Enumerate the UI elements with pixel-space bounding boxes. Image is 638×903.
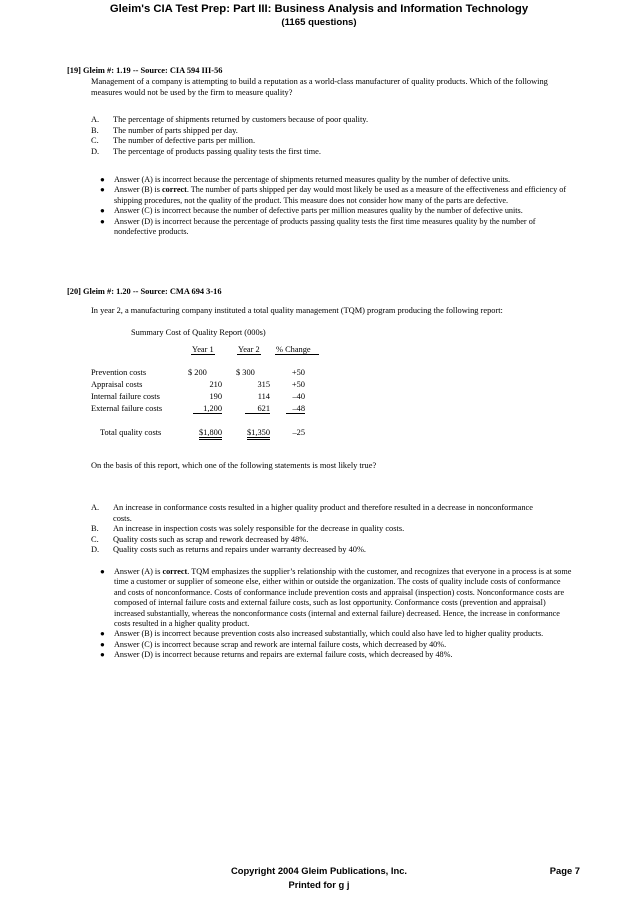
option-item — [91, 126, 571, 137]
table-cell: 1,200 — [188, 404, 222, 413]
option-letter: B. — [91, 125, 99, 135]
table-cell: +50 — [291, 368, 305, 377]
table-cell: +50 — [291, 380, 305, 389]
column-header-change: % Change — [275, 345, 319, 354]
question-20-options — [91, 503, 571, 556]
option-text: The percentage of shipments returned by customers because of poor quality. — [113, 115, 369, 124]
explanation-text: Answer (C) is incorrect because the number of defective parts per million measures quality by the number of defective units. — [114, 206, 523, 216]
option-item — [91, 503, 571, 524]
option-text: The number of defective parts per million. — [113, 136, 256, 145]
table-total-label: Total quality costs — [100, 428, 162, 437]
table-title: Summary Cost of Quality Report (000s) — [131, 328, 266, 337]
explanation-text: Answer (C) is incorrect because scrap and rework are internal failure costs, which decreased by 40%. — [114, 639, 447, 649]
explanation-text: Answer (D) is incorrect because the percentage of products passing quality tests the first time measures quality by the number of nondefective products. — [114, 216, 536, 237]
option-letter: A. — [91, 115, 100, 124]
table-total-cell: $1,800 — [188, 428, 222, 437]
option-letter: C. — [91, 534, 99, 544]
page-header-title: Gleim's CIA Test Prep: Part III: Business Analysis and Information Technology — [109, 3, 529, 15]
option-item — [91, 147, 571, 158]
bullet-icon: ● — [100, 639, 105, 649]
option-letter: D. — [91, 545, 100, 554]
footer-page-number: Page 7 — [549, 865, 580, 876]
explanation-item — [100, 217, 572, 238]
explanation-text: Answer (D) is incorrect because returns and repairs are external failure costs, which decreased by 48%. — [114, 650, 453, 660]
option-text: An increase in inspection costs was solely responsible for the decrease in quality costs. — [113, 524, 405, 533]
table-row-label: Prevention costs — [91, 368, 147, 377]
explanation-text: Answer (A) is correct. TQM emphasizes the supplier’s relationship with the customer, and recognizes that everyone in a process is at some time a customer or supplier of someone else, either within or outside the organization. The costs of quality include costs of conformance and costs of nonconformance. Costs of conformance include prevention costs and appraisal (inspection) costs. Nonconformance costs are composed of internal failure costs and external failure costs, such as lost opportunity. Conformance costs (prevention and appraisal) increased substantially, whereas the nonconformance costs (internal and external failure) decreased. Hence, the increase in conformance costs resulted in a higher quality product. — [114, 567, 572, 629]
table-row-label: Appraisal costs — [91, 380, 143, 389]
bullet-icon: ● — [100, 650, 105, 660]
question-19-heading: [19] Gleim #: 1.19 -- Source: CIA 594 III-56 — [67, 66, 223, 75]
option-letter: A. — [91, 503, 100, 512]
question-20-stem: On the basis of this report, which one of the following statements is most likely true? — [91, 461, 377, 470]
explanation-item — [100, 650, 572, 660]
table-cell: –40 — [292, 392, 305, 401]
explanation-item — [100, 567, 572, 629]
option-item — [91, 535, 571, 546]
bullet-icon: ● — [100, 629, 105, 639]
table-total-cell: $1,350 — [234, 428, 270, 437]
question-19-stem: Management of a company is attempting to build a reputation as a world-class manufacturer of quality products. Which of the following measures would not be used by the firm to measure quality? — [91, 77, 548, 97]
table-cell: –48 — [280, 404, 305, 413]
table-cell: $ 300 — [236, 368, 255, 377]
table-total-cell: –25 — [292, 428, 305, 437]
option-text: An increase in conformance costs resulted in a higher quality product and therefore resulted in a decrease in nonconformance costs. — [113, 503, 533, 523]
page-header-subtitle: (1165 questions) — [281, 17, 357, 28]
table-row-label: External failure costs — [91, 404, 163, 413]
question-19-explanations — [100, 175, 572, 237]
footer-printed-for: Printed for g j — [288, 879, 350, 890]
explanation-text: Answer (B) is incorrect because prevention costs also increased substantially, which could also have led to higher quality products. — [114, 629, 544, 639]
table-row-label: Internal failure costs — [91, 392, 160, 401]
explanation-item — [100, 629, 572, 639]
explanation-item — [100, 175, 572, 185]
table-cell: 621 — [236, 404, 270, 413]
bullet-icon: ● — [100, 175, 105, 184]
column-header-year2: Year 2 — [238, 345, 260, 354]
option-letter: B. — [91, 524, 99, 533]
option-text: Quality costs such as scrap and rework decreased by 48%. — [113, 534, 309, 544]
option-text: The percentage of products passing quality tests the first time. — [113, 146, 321, 156]
explanation-text: Answer (B) is correct. The number of parts shipped per day would most likely be used as a measure of the effectiveness and efficiency of shipping procedures, not the quality of the product. This measure does not consider how many of the parts are defective. — [114, 185, 567, 205]
option-text: The number of parts shipped per day. — [113, 125, 238, 135]
bullet-icon: ● — [100, 216, 105, 226]
option-item — [91, 524, 571, 535]
question-20-heading: [20] Gleim #: 1.20 -- Source: CMA 694 3-16 — [67, 287, 222, 296]
bullet-icon: ● — [100, 567, 105, 576]
option-letter: C. — [91, 136, 99, 145]
explanation-item — [100, 185, 572, 206]
explanation-item — [100, 640, 572, 650]
bullet-icon: ● — [100, 185, 105, 195]
question-20-intro: In year 2, a manufacturing company instituted a total quality management (TQM) program producing the following report: — [91, 306, 503, 315]
option-item — [91, 136, 571, 147]
option-letter: D. — [91, 146, 100, 156]
explanation-item — [100, 206, 572, 216]
column-header-year1: Year 1 — [192, 345, 214, 354]
footer-copyright: Copyright 2004 Gleim Publications, Inc. — [230, 865, 408, 876]
question-20-explanations — [100, 567, 572, 661]
table-cell: 190 — [209, 392, 222, 401]
option-item — [91, 115, 571, 126]
question-19-options — [91, 115, 571, 157]
option-text: Quality costs such as returns and repairs under warranty decreased by 40%. — [113, 545, 367, 554]
table-cell: 114 — [257, 392, 270, 401]
table-cell: 210 — [209, 380, 222, 389]
option-item — [91, 545, 571, 556]
table-cell: 315 — [257, 380, 270, 389]
explanation-text: Answer (A) is incorrect because the percentage of shipments returned measures quality by the number of defective units. — [114, 175, 511, 184]
table-cell: $ 200 — [188, 368, 207, 377]
bullet-icon: ● — [100, 206, 105, 216]
